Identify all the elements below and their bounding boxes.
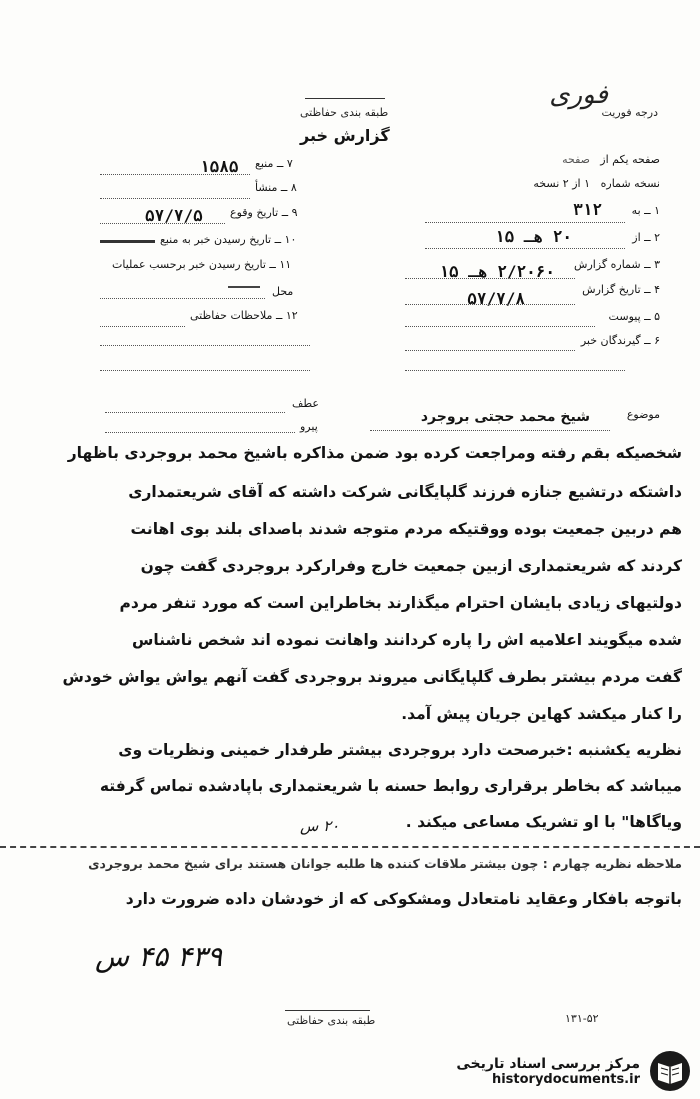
field-from-label: ۲ ــ از xyxy=(632,231,660,244)
priority-label: درجه فوریت xyxy=(601,106,658,119)
field-occurrence-line xyxy=(100,223,225,224)
body-line: شخصیکه بقم رفته ومراجعت کرده بود ضمن مذاکره باشیخ محمد بروجردی باظهار xyxy=(67,444,682,462)
body-line: را کنار میکشد کهاین جریان پیش آمد. xyxy=(401,705,682,723)
field-page-label: صفحه یکم از xyxy=(600,153,660,166)
attach-line xyxy=(105,412,285,413)
opinion-line: میباشد که بخاطر برقراری روابط حسنه با شریعتمداری باپادشده تماس گرفته xyxy=(99,777,682,795)
field-source-value: ۱۵۸۵ xyxy=(200,157,239,176)
field-extra-line-1 xyxy=(100,345,310,346)
field-to-label: ۱ ــ به xyxy=(631,204,660,217)
priority-handwritten: فوری xyxy=(549,80,608,110)
body-line: دولتیهای زیادی بایشان احترام میگذارند بخاطراین است که مورد تنفر مردم xyxy=(119,594,682,612)
field-origin-label: ۸ ــ منشأ xyxy=(255,181,297,194)
report-title: گزارش خبر xyxy=(300,126,390,145)
watermark-text xyxy=(456,1056,640,1087)
follow-line xyxy=(105,432,295,433)
field-recipients-label: ۶ ــ گیرندگان خبر xyxy=(580,334,660,347)
opinion-line: ویاگاها" با او تشریک مساعی میکند . xyxy=(405,813,682,831)
classification-top-line xyxy=(305,98,385,99)
follow-label: پیرو xyxy=(300,420,318,433)
field-copy-label: نسخه شماره xyxy=(600,177,660,190)
classification-top: طبقه بندی حفاظتی xyxy=(300,106,389,119)
field-arrival-source-mark xyxy=(100,240,155,243)
field-occurrence-label: ۹ ــ تاریخ وقوع xyxy=(230,206,298,219)
opinion-line: نظریه یکشنبه :خبرصحت دارد بروجردی بیشتر طرفدار خمینی ونظریات وی xyxy=(118,741,682,759)
subject-value: شیخ محمد حجتی بروجرد xyxy=(420,409,590,425)
field-page-value: صفحه xyxy=(562,153,590,166)
body-line: شده میگویند اعلامیه اش را پاره کردانند واهانت نموده اند شخص ناشناس xyxy=(132,631,682,649)
field-security-label: ۱۲ ــ ملاحظات حفاظتی xyxy=(190,309,298,322)
field-arrival-ops-label: ۱۱ ــ تاریخ رسیدن خبر برحسب عملیات xyxy=(112,258,292,271)
field-security-line xyxy=(100,326,185,327)
subject-label: موضوع xyxy=(626,408,660,421)
classification-bottom: طبقه بندی حفاظتی xyxy=(287,1014,376,1027)
field-location-mark xyxy=(228,286,260,288)
field-copy-value: ۱ از ۲ نسخه xyxy=(533,177,590,190)
form-code: ۱۳۱-۵۲ xyxy=(565,1012,599,1025)
field-report-no-label: ۳ ــ شماره گزارش xyxy=(574,258,660,271)
watermark-url: historydocuments.ir xyxy=(491,1071,640,1087)
field-extra-line-2 xyxy=(100,370,310,371)
book-logo-icon xyxy=(648,1049,692,1093)
classification-bottom-line xyxy=(285,1010,370,1011)
watermark xyxy=(456,1049,692,1093)
field-location-label: محل xyxy=(272,285,294,298)
field-from-line xyxy=(425,248,625,249)
field-recipients-line-2 xyxy=(405,370,625,371)
field-origin-line xyxy=(100,198,250,199)
footer-line: باتوجه بافکار وعقاید نامتعادل ومشکوکی که از خودشان داده ضرورت دارد xyxy=(125,890,682,908)
field-report-date-line xyxy=(405,304,575,305)
field-report-date-label: ۴ ــ تاریخ گزارش xyxy=(582,283,660,296)
body-line: گفت مردم بیشتر بطرف گلپایگانی میروند بروجردی گفت آنهم یواش یواش خودش xyxy=(62,668,682,686)
body-line: هم دربین جمعیت بوده ووقتیکه مردم متوجه شدند باصدای بلند بوی اهانت xyxy=(130,520,682,538)
field-source-label: ۷ ــ منبع xyxy=(255,157,293,170)
field-arrival-source-label: ۱۰ ــ تاریخ رسیدن خبر به منبع xyxy=(160,233,297,246)
field-attachment-label: ۵ ــ پیوست xyxy=(608,310,660,323)
body-line: داشتکه درتشیع جنازه فرزند گلپایگانی شرکت داشته که آقای شریعتمداری xyxy=(128,483,682,501)
subject-line xyxy=(370,430,610,431)
field-attachment-line xyxy=(405,326,595,327)
field-location-line xyxy=(100,298,265,299)
field-report-no-value: ۲/۲۰۶۰ هـ ۱۵ xyxy=(439,262,555,281)
cut-line xyxy=(0,846,700,848)
footer-line: ملاحظه نظریه چهارم : چون بیشتر ملاقات کننده ها طلبه جوانان هستند برای شیخ محمد بروجردی xyxy=(88,856,682,871)
field-from-value: ۲۰ هـ ۱۵ xyxy=(494,227,572,246)
attach-label: عطف xyxy=(292,397,319,410)
field-report-date-value: ۵۷/۷/۸ xyxy=(467,289,525,308)
field-to-value: ۳۱۲ xyxy=(573,200,602,219)
handwritten-file-number: ۴۳۹ ۴۵ س xyxy=(95,940,223,973)
field-source-line xyxy=(100,174,250,175)
field-occurrence-value: ۵۷/۷/۵ xyxy=(145,206,203,225)
field-recipients-line xyxy=(405,350,575,351)
field-report-no-line xyxy=(405,278,575,279)
field-to-line xyxy=(425,222,625,223)
watermark-title: مرکز بررسی اسناد تاریخی xyxy=(456,1055,640,1072)
body-line: کردند که شریعتمداری ازبین جمعیت خارج وفرارکرد بروجردی گفت چون xyxy=(140,557,682,575)
opinion-handwritten-note: ۲۰ س xyxy=(300,817,340,835)
